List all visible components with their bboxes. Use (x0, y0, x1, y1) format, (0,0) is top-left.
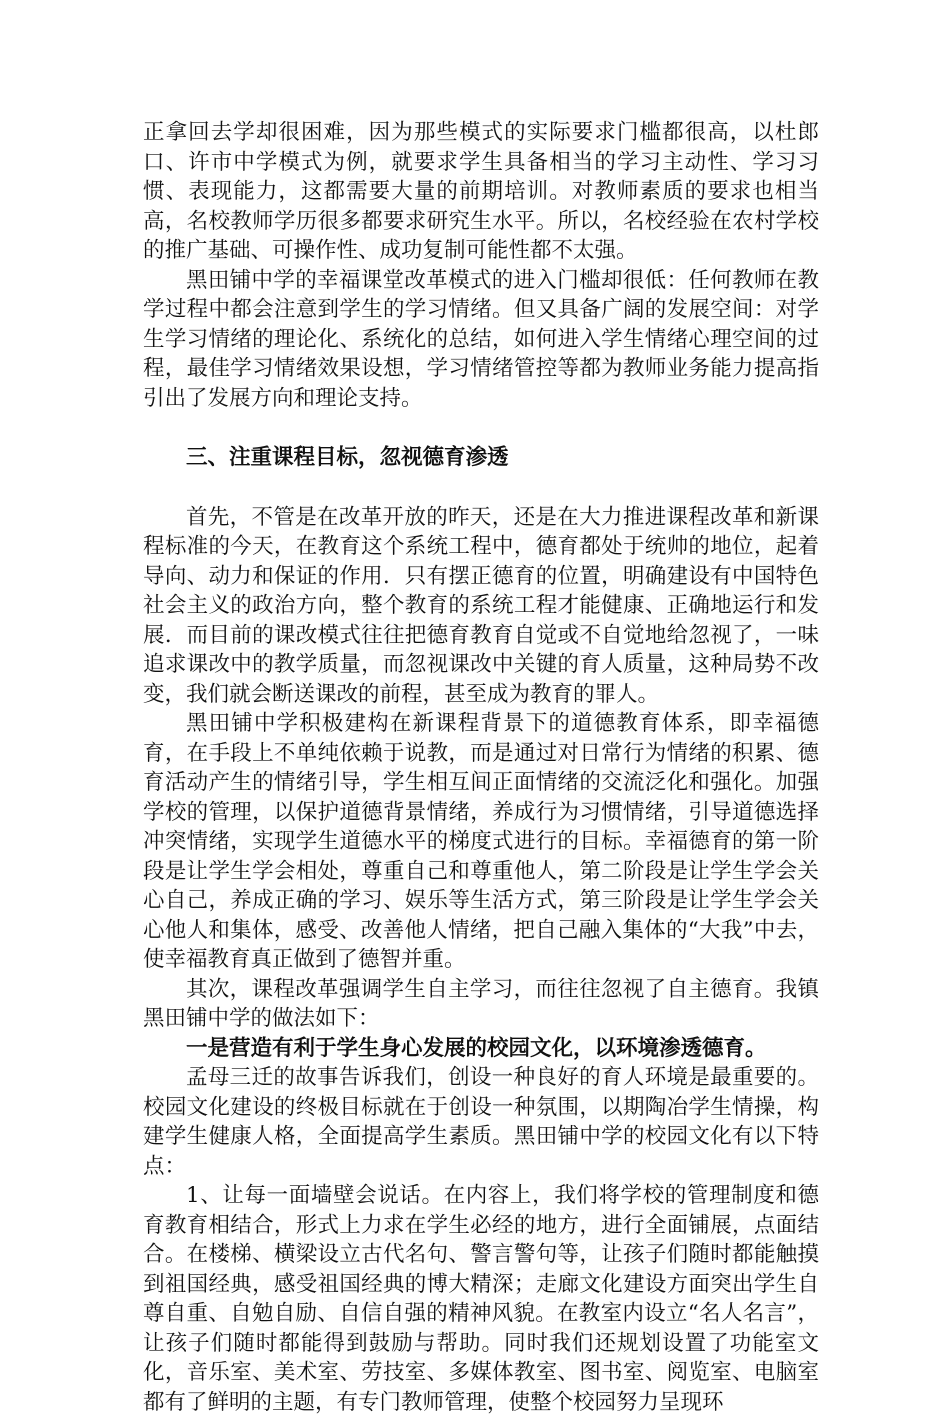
paragraph-3: 首先，不管是在改革开放的昨天，还是在大力推进课程改革和新课程标准的今天，在教育这个系统工程中，德育都处于统帅的地位，起着导向、动力和保证的作用．只有摆正德育的位置，明确建设有中国特色社会主义的政治方向，整个教育的系统工程才能健康、正确地运行和发展．而目前的课改模式往往把德育教育自觉或不自觉地给忽视了，一味追求课改中的教学质量，而忽视课改中关键的育人质量，这种局势不改变，我们就会断送课改的前程，甚至成为教育的罪人。 (143, 504, 819, 707)
paragraph-2: 黑田铺中学的幸福课堂改革模式的进入门槛却很低：任何教师在教学过程中都会注意到学生的学习情绪。但又具备广阔的发展空间：对学生学习情绪的理论化、系统化的总结，如何进入学生情绪心理空间的过程，最佳学习情绪效果设想，学习情绪管控等都为教师业务能力提高指引出了发展方向和理论支持。 (143, 267, 819, 411)
section-heading: 三、注重课程目标，忽视德育渗透 (186, 445, 509, 470)
paragraph-7: 孟母三迁的故事告诉我们，创设一种良好的育人环境是最重要的。校园文化建设的终极目标就在于创设一种氛围，以期陶冶学生情操，构建学生健康人格，全面提高学生素质。黑田铺中学的校园文化有以下特点： (143, 1065, 819, 1179)
paragraph-1: 正拿回去学却很困难，因为那些模式的实际要求门槛都很高，以杜郎口、许市中学模式为例，就要求学生具备相当的学习主动性、学习习惯、表现能力，这都需要大量的前期培训。对教师素质的要求也相当高，名校教师学历很多都要求研究生水平。所以，名校经验在农村学校的推广基础、可操作性、成功复制可能性都不太强。 (143, 120, 819, 263)
document-page (143, 118, 819, 1417)
paragraph-8: 1、让每一面墙壁会说话。在内容上，我们将学校的管理制度和德育教育相结合，形式上力求在学生必经的地方，进行全面铺展，点面结合。在楼梯、横梁设立古代名句、警言警句等，让孩子们随时都能触摸到祖国经典，感受祖国经典的博大精深；走廊文化建设方面突出学生自尊自重、自勉自励、自信自强的精神风貌。在教室内设立“名人名言”，让孩子们随时都能得到鼓励与帮助。同时我们还规划设置了功能室文化，音乐室、美术室、劳技室、多媒体教室、图书室、阅览室、电脑室都有了鲜明的主题，有专门教师管理，使整个校园努力呈现环 (143, 1183, 819, 1415)
paragraph-4: 黑田铺中学积极建构在新课程背景下的道德教育体系，即幸福德育，在手段上不单纯依赖于说教，而是通过对日常行为情绪的积累、德育活动产生的情绪引导，学生相互间正面情绪的交流泛化和强化。加强学校的管理，以保护道德背景情绪，养成行为习惯情绪，引导道德选择冲突情绪，实现学生道德水平的梯度式进行的目标。幸福德育的第一阶段是让学生学会相处，尊重自己和尊重他人，第二阶段是让学生学会关心自己，养成正确的学习、娱乐等生活方式，第三阶段是让学生学会关心他人和集体，感受、改善他人情绪，把自己融入集体的“大我”中去，使幸福教育真正做到了德智并重。 (143, 711, 819, 972)
paragraph-6-bold: 一是营造有利于学生身心发展的校园文化，以环境渗透德育。 (186, 1035, 767, 1061)
paragraph-5: 其次，课程改革强调学生自主学习，而往往忽视了自主德育。我镇黑田铺中学的做法如下： (143, 976, 819, 1031)
